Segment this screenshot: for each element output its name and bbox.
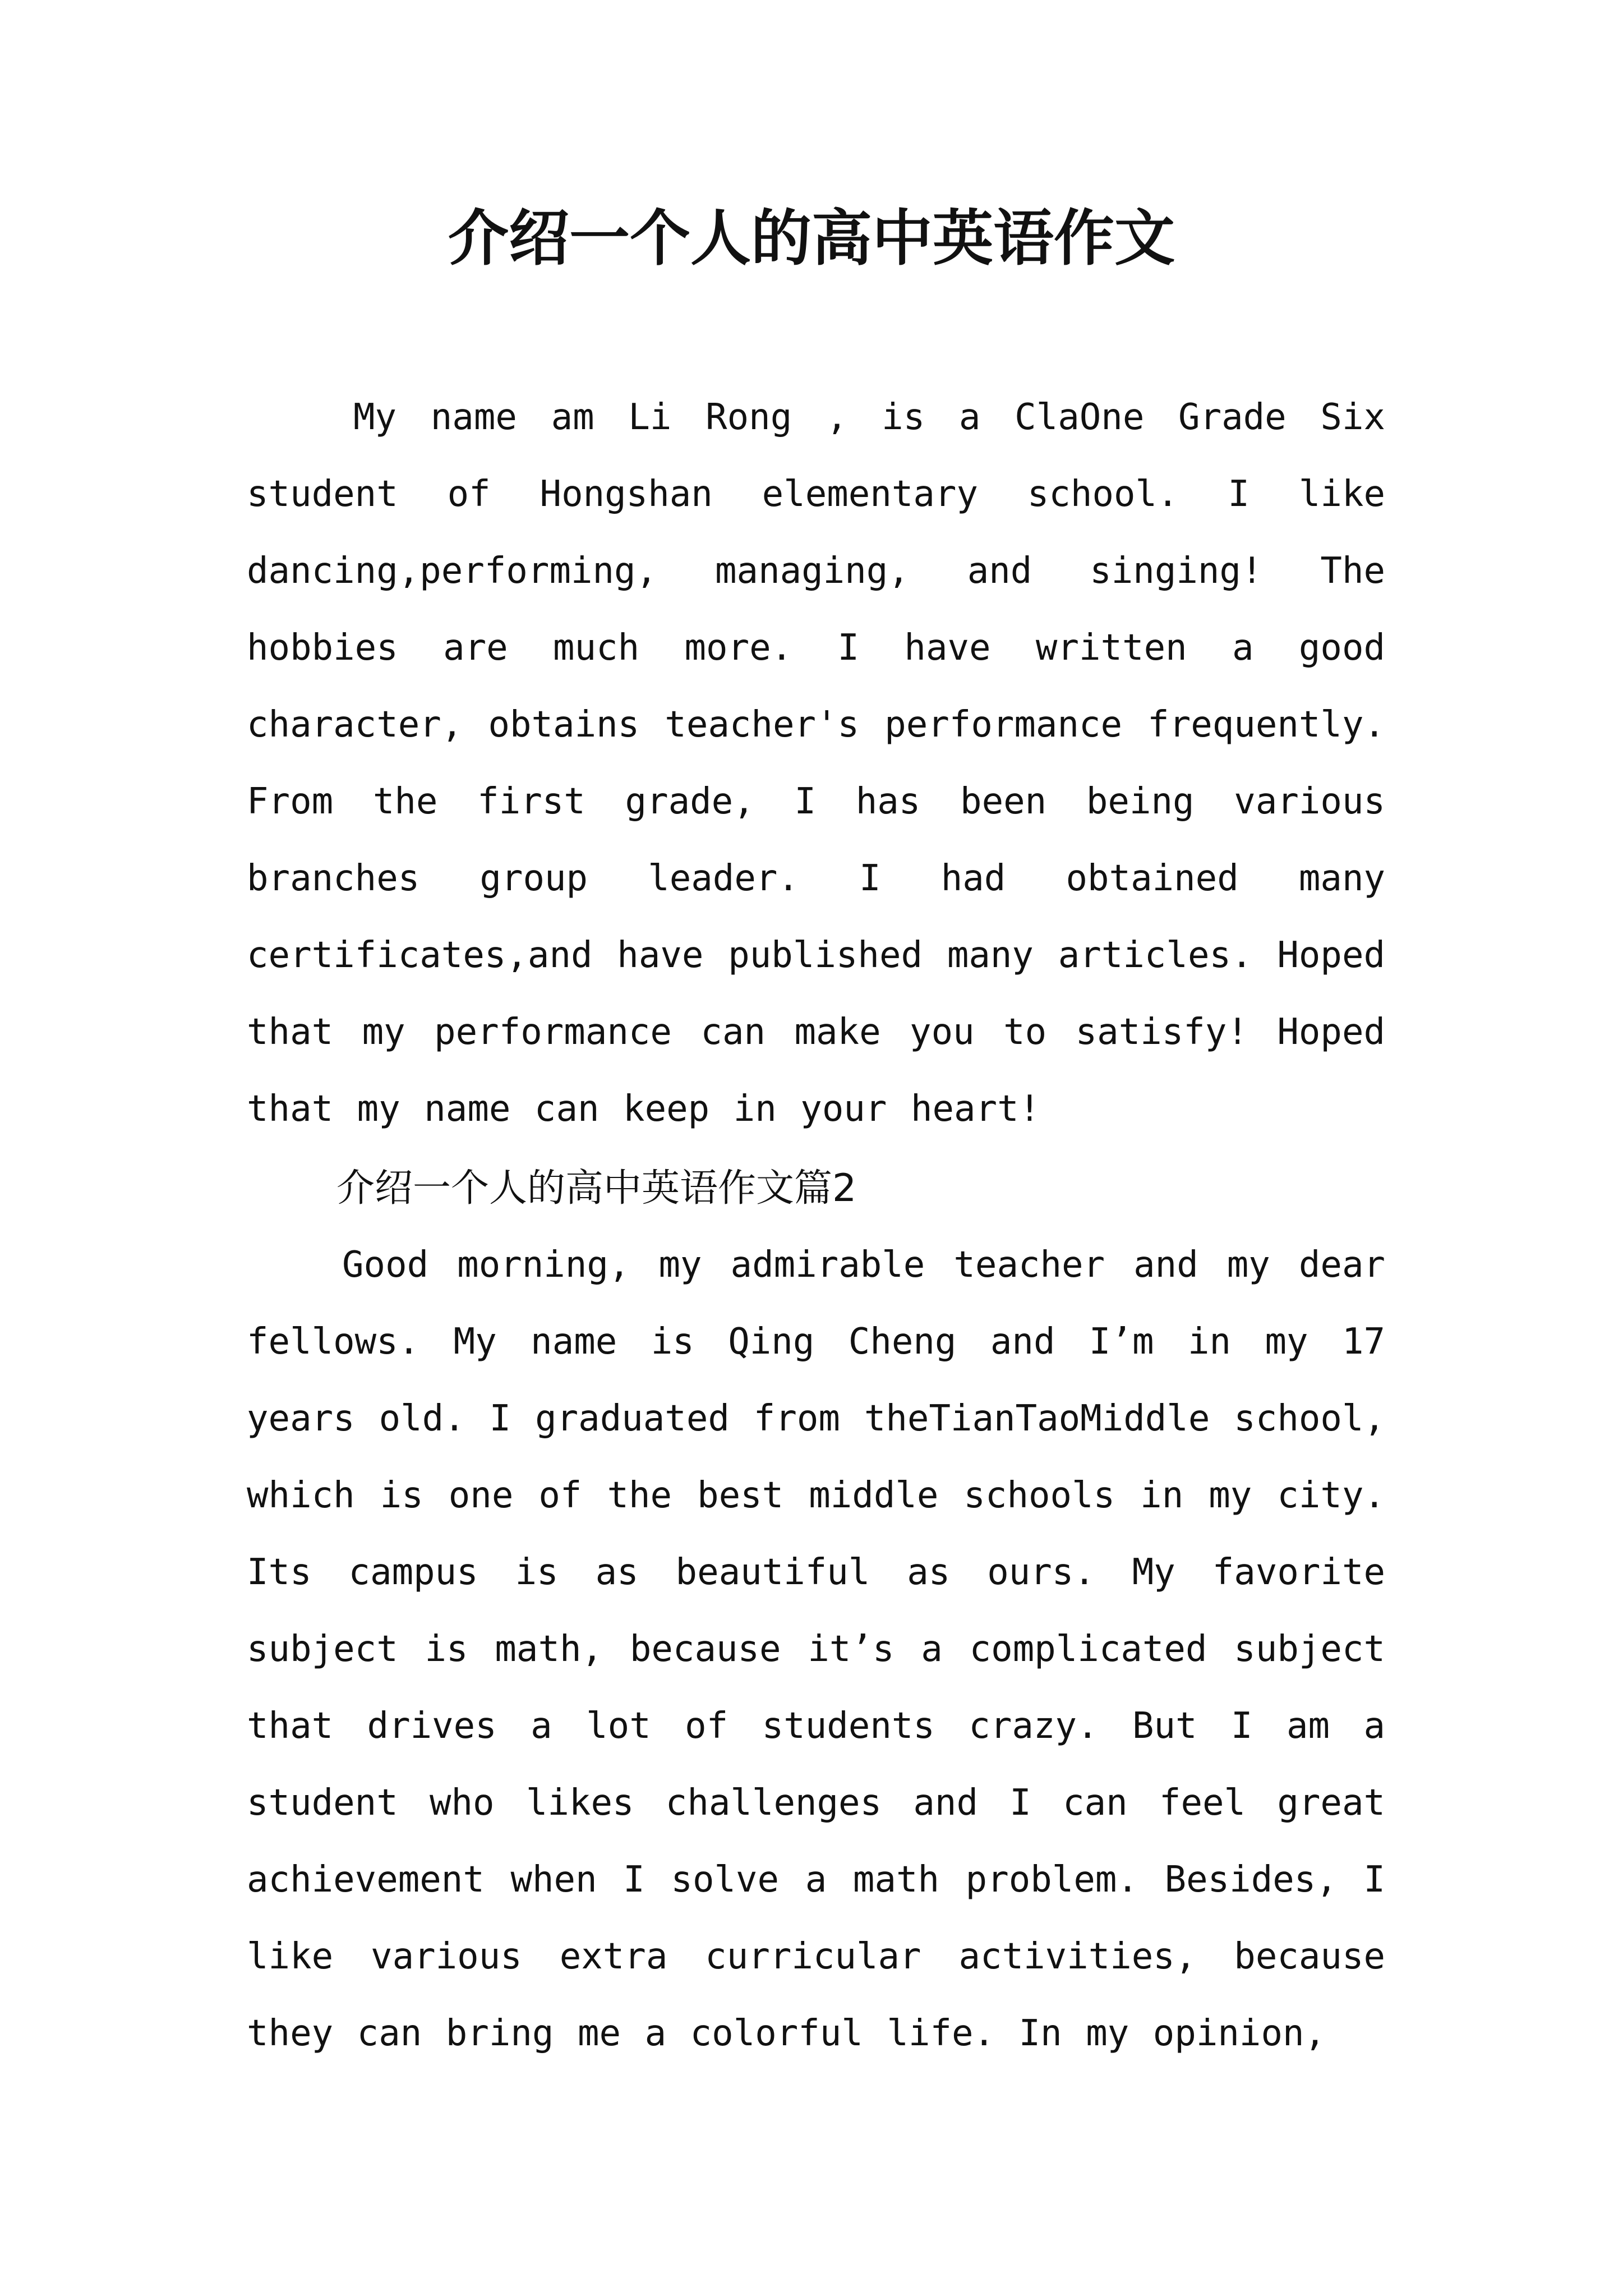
essay-paragraph-1: My name am Li Rong , is a ClaOne Grade Six student of Hongshan elementary school. I like dancing,performing, managing, and singing! The hobbies are much more. I have written a good character, obtains teacher's performance frequently. From the first grade, I has been being various branches group leader. I had obtained many certificates,and have published many articles. Hoped that my performance can make you to satisfy! Hoped that my name can keep in your heart! (247, 397, 1385, 1130)
essay-paragraph-2: Good morning, my admirable teacher and my dear fellows. My name is Qing Cheng and I’m in my 17 years old. I graduated from theTianTaoMiddle school, which is one of the best middle schools in my city. Its campus is as beautiful as ours. My favorite subject is math, because it’s a complicated subject that drives a lot of students crazy. But I am a student who likes challenges and I can feel great achievement when I solve a math problem. Besides, I like various extra curricular activities, because they can bring me a colorful life. In my opinion, (247, 1244, 1385, 2054)
document-title: 介绍一个人的高中英语作文 (448, 203, 1175, 274)
essay-subheading-2: 介绍一个人的高中英语作文篇2 (336, 1166, 857, 1211)
